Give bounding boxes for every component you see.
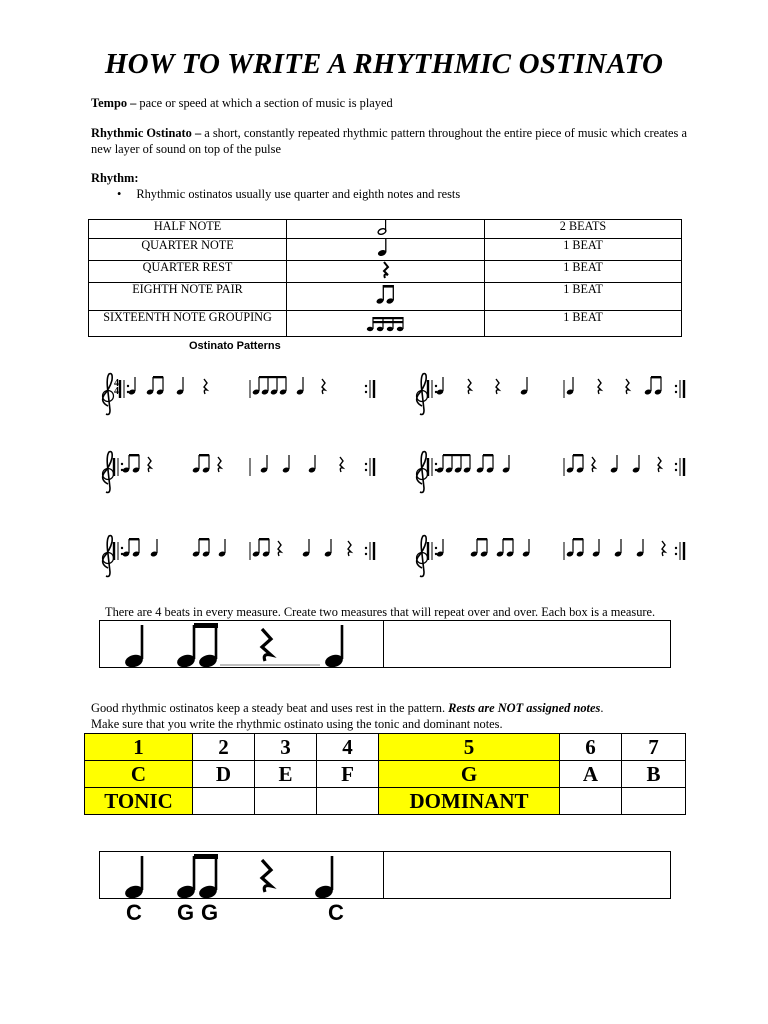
quarter-rest-icon (287, 261, 485, 283)
half-note-icon (287, 220, 485, 239)
rests-emphasis: Rests are NOT assigned notes (448, 701, 601, 715)
note-name: HALF NOTE (89, 220, 287, 239)
note-name: EIGHTH NOTE PAIR (89, 283, 287, 311)
table-row (89, 220, 682, 239)
quarter-note-icon (287, 239, 485, 261)
role-cell-tonic: TONIC (85, 788, 193, 815)
measure-box-with-notes (99, 851, 671, 899)
rhythm-heading: Rhythm: (91, 171, 139, 185)
note-beats: 1 BEAT (485, 239, 682, 261)
note-label-g: G (177, 900, 195, 925)
degree-cell: 7 (622, 734, 686, 761)
role-cell (193, 788, 255, 815)
degree-cell: 1 (85, 734, 193, 761)
rhythm-bullet: • Rhythmic ostinatos usually use quarter and eighth notes and rests (117, 187, 461, 201)
ostinato-text: a short, constantly repeated rhythmic pattern throughout the entire piece of music which creates a new layer of sound on top of the pulse (91, 126, 687, 156)
tempo-definition (91, 95, 691, 111)
measure-divider (383, 852, 384, 898)
eighth-note-pair-icon (287, 283, 485, 311)
tempo-term: Tempo – (91, 96, 137, 110)
note-beats: 1 BEAT (485, 261, 682, 283)
note-cell: F (317, 761, 379, 788)
role-cell (560, 788, 622, 815)
role-cell (317, 788, 379, 815)
measure-instructions: There are 4 beats in every measure. Create two measures that will repeat over and over. Each box is a measure. (105, 605, 656, 619)
note-beats: 1 BEAT (485, 283, 682, 311)
role-cell-dominant: DOMINANT (379, 788, 560, 815)
page-title: HOW TO WRITE A RHYTHMIC OSTINATO (104, 48, 664, 80)
note-name: SIXTEENTH NOTE GROUPING (89, 311, 287, 337)
table-row (85, 788, 686, 815)
degree-cell: 2 (193, 734, 255, 761)
degree-cell: 3 (255, 734, 317, 761)
measure-box-example (99, 620, 671, 668)
note-label-c: C (126, 900, 142, 925)
table-row (89, 239, 682, 261)
measure-divider (383, 621, 384, 667)
note-cell: B (622, 761, 686, 788)
sixteenth-note-group-icon (287, 311, 485, 337)
note-beats: 1 BEAT (485, 311, 682, 337)
ostinato-patterns-title: Ostinato Patterns (189, 340, 281, 352)
note-name: QUARTER REST (89, 261, 287, 283)
note-cell: C (85, 761, 193, 788)
note-cell: A (560, 761, 622, 788)
ostinato-term: Rhythmic Ostinato – (91, 126, 202, 140)
note-beats: 2 BEATS (485, 220, 682, 239)
good-ostinato-text: Good rhythmic ostinatos keep a steady beat and uses rest in the pattern. Rests are NOT assigned notes. Make sure that you write the rhythmic ostinato using the tonic and dominant notes. (91, 701, 604, 731)
note-label-g: G (201, 900, 219, 925)
degree-cell: 6 (560, 734, 622, 761)
table-row (89, 283, 682, 311)
degree-cell: 4 (317, 734, 379, 761)
table-row (89, 311, 682, 337)
note-cell: G (379, 761, 560, 788)
svg-text:4: 4 (114, 386, 119, 397)
table-row (85, 734, 686, 761)
note-cell: D (193, 761, 255, 788)
tonic-dominant-note: Make sure that you write the rhythmic ostinato using the tonic and dominant notes. (91, 717, 503, 731)
scale-degrees-table (84, 733, 686, 815)
rhythm-patterns-svg (100, 364, 700, 584)
note-name: QUARTER NOTE (89, 239, 287, 261)
role-cell (622, 788, 686, 815)
note-label-c: C (328, 900, 344, 925)
ostinato-patterns-graphic (100, 364, 700, 584)
note-values-table (88, 219, 682, 337)
role-cell (255, 788, 317, 815)
example-rhythm-notes-2 (120, 854, 360, 898)
svg-text:4: 4 (114, 378, 119, 389)
table-row (85, 761, 686, 788)
ostinato-definition (91, 125, 691, 157)
tempo-text: pace or speed at which a section of music is played (136, 96, 393, 110)
example-rhythm-notes (120, 623, 360, 667)
degree-cell: 5 (379, 734, 560, 761)
note-cell: E (255, 761, 317, 788)
table-row (89, 261, 682, 283)
